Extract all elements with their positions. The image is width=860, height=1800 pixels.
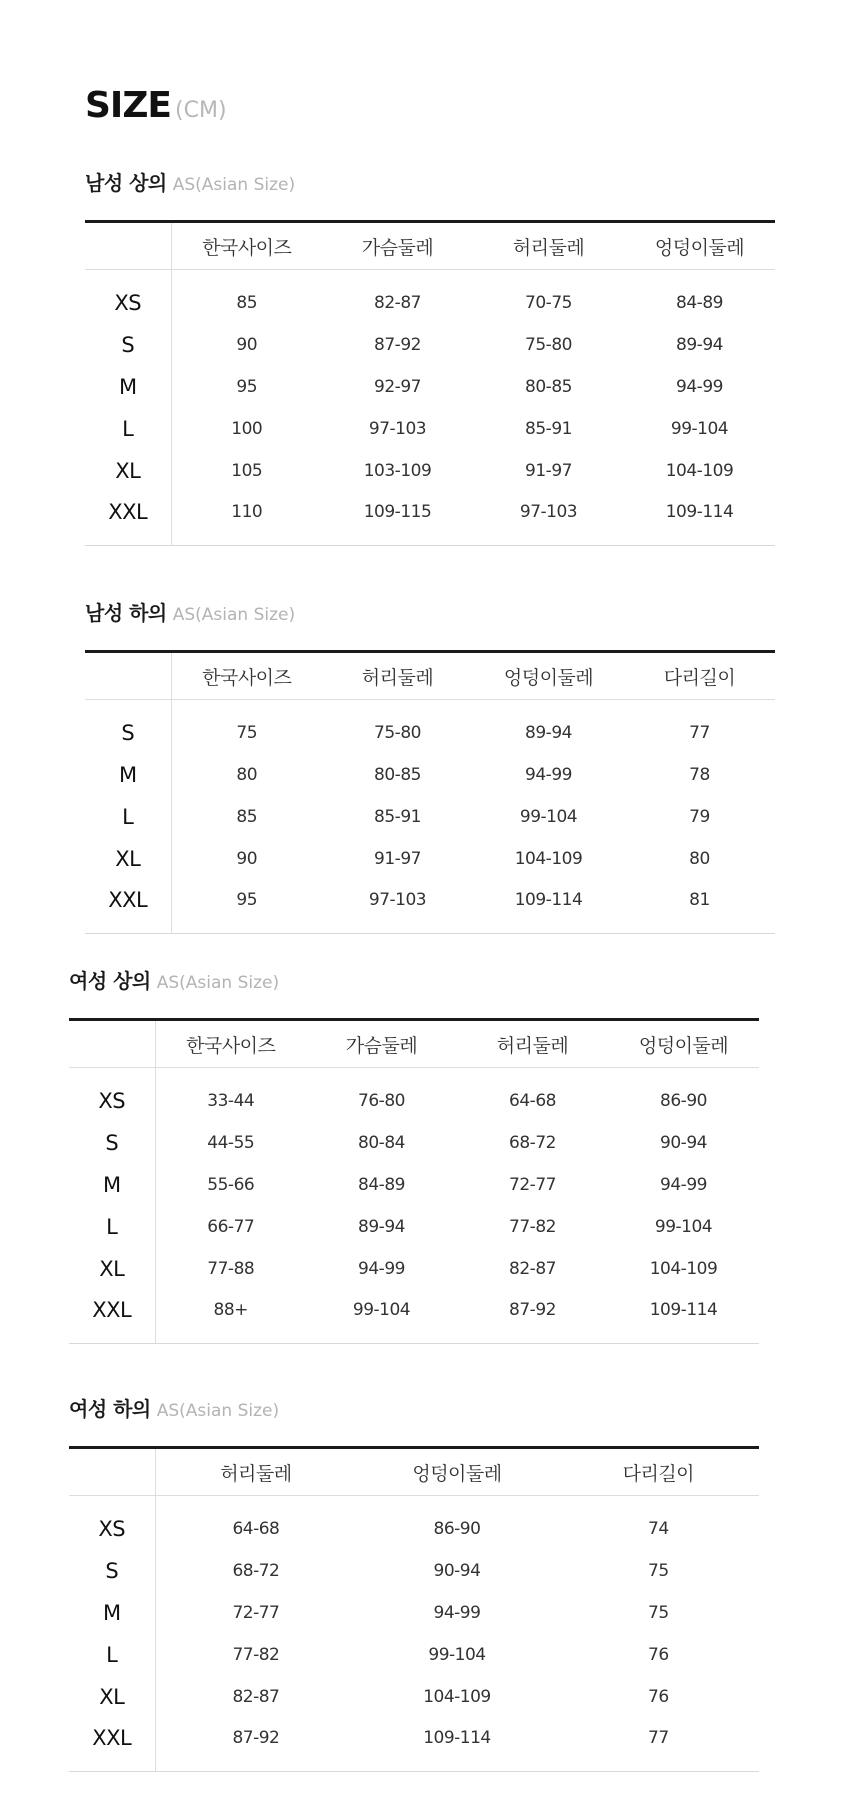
measurement-cell: 76-80 [358, 1090, 405, 1111]
measurement-cell: 75 [648, 1602, 669, 1623]
measurement-cell: 76 [648, 1686, 669, 1707]
table-corner-cell [85, 222, 171, 270]
measurement-cell: 86-90 [660, 1090, 707, 1111]
table-row [85, 408, 775, 450]
measurement-cell: 64-68 [509, 1090, 556, 1111]
table-corner-cell [69, 1020, 155, 1068]
measurement-cell: 104-109 [649, 1258, 718, 1279]
measurement-cell: 99-104 [428, 1644, 486, 1665]
table-row [85, 324, 775, 366]
table-row [69, 1164, 759, 1206]
measurement-cell: 80-84 [358, 1132, 405, 1153]
table-header-row [85, 222, 775, 270]
measurement-cell: 74 [648, 1518, 669, 1539]
table-corner-cell [85, 652, 171, 700]
section-title [85, 598, 295, 628]
measurement-cell: 109-114 [423, 1728, 491, 1749]
measurement-cell: 85 [236, 292, 258, 313]
measurement-cell: 97-103 [368, 418, 427, 439]
column-header: 허리둘레 [473, 222, 624, 270]
table-row [69, 1290, 759, 1344]
measurement-cell: 90 [236, 334, 258, 355]
column-header: 허리둘레 [457, 1020, 608, 1068]
measurement-cell: 104-109 [665, 460, 734, 481]
table-row [85, 880, 775, 934]
table-row [85, 838, 775, 880]
table-row [85, 366, 775, 408]
size-label: L [85, 796, 171, 838]
measurement-cell: 64-68 [232, 1518, 280, 1539]
table-header-row [69, 1448, 759, 1496]
page-title [85, 84, 227, 133]
size-table [69, 1446, 759, 1772]
table-row [69, 1206, 759, 1248]
measurement-cell: 87-92 [509, 1300, 556, 1321]
measurement-cell: 82-87 [509, 1258, 556, 1279]
measurement-cell: 89-94 [358, 1216, 405, 1237]
measurement-cell: 75-80 [525, 334, 572, 355]
table-row [69, 1496, 759, 1550]
column-header: 가슴둘레 [322, 222, 473, 270]
section-title [69, 966, 279, 996]
column-header: 엉덩이둘레 [624, 222, 775, 270]
size-label: XL [69, 1676, 155, 1718]
table-row [85, 754, 775, 796]
measurement-cell: 72-77 [232, 1602, 280, 1623]
measurement-cell: 109-114 [665, 502, 734, 523]
column-header: 엉덩이둘레 [356, 1448, 557, 1496]
column-header: 허리둘레 [322, 652, 473, 700]
measurement-cell: 85 [236, 806, 258, 827]
size-label: L [69, 1634, 155, 1676]
measurement-cell: 89-94 [676, 334, 723, 355]
size-label: M [85, 754, 171, 796]
measurement-cell: 85-91 [525, 418, 572, 439]
column-header: 허리둘레 [155, 1448, 356, 1496]
measurement-cell: 94-99 [525, 764, 572, 785]
measurement-cell: 84-89 [358, 1174, 405, 1195]
measurement-cell: 99-104 [670, 418, 729, 439]
section-title-text: 여성 상의 [69, 969, 151, 993]
size-table [85, 220, 775, 546]
size-label: S [85, 700, 171, 754]
measurement-cell: 99-104 [352, 1300, 411, 1321]
table-header-row [85, 652, 775, 700]
table-row [69, 1676, 759, 1718]
size-label: XS [69, 1496, 155, 1550]
column-header: 엉덩이둘레 [473, 652, 624, 700]
size-label: XXL [85, 880, 171, 934]
measurement-cell: 84-89 [676, 292, 723, 313]
size-label: M [69, 1164, 155, 1206]
measurement-cell: 66-77 [207, 1216, 255, 1237]
table-row [69, 1248, 759, 1290]
size-label: S [85, 324, 171, 366]
table-row [69, 1718, 759, 1772]
measurement-cell: 72-77 [509, 1174, 556, 1195]
measurement-cell: 80-85 [525, 376, 572, 397]
table-header-row [69, 1020, 759, 1068]
measurement-cell: 92-97 [374, 376, 421, 397]
size-label: XL [85, 838, 171, 880]
size-label: XXL [69, 1290, 155, 1344]
measurement-cell: 81 [689, 890, 710, 911]
measurement-cell: 85-91 [374, 806, 421, 827]
section-title-text: 여성 하의 [69, 1397, 151, 1421]
table-corner-cell [69, 1448, 155, 1496]
measurement-cell: 33-44 [207, 1090, 255, 1111]
section-subtitle: AS(Asian Size) [156, 973, 280, 993]
measurement-cell: 77 [689, 722, 710, 743]
column-header: 한국사이즈 [171, 652, 322, 700]
column-header: 다리길이 [624, 652, 775, 700]
size-label: XXL [69, 1718, 155, 1772]
measurement-cell: 80-85 [374, 764, 421, 785]
size-table [85, 650, 775, 934]
measurement-cell: 70-75 [525, 292, 572, 313]
measurement-cell: 109-114 [514, 890, 583, 911]
size-label: L [85, 408, 171, 450]
measurement-cell: 76 [648, 1644, 669, 1665]
measurement-cell: 87-92 [374, 334, 421, 355]
measurement-cell: 94-99 [676, 376, 723, 397]
measurement-cell: 109-114 [649, 1300, 718, 1321]
section-title-text: 남성 상의 [85, 171, 167, 195]
column-header: 다리길이 [558, 1448, 759, 1496]
measurement-cell: 75 [648, 1560, 669, 1581]
measurement-cell: 94-99 [660, 1174, 707, 1195]
measurement-cell: 95 [236, 376, 258, 397]
table-row [85, 270, 775, 324]
measurement-cell: 88+ [213, 1300, 248, 1321]
measurement-cell: 77-82 [232, 1644, 280, 1665]
measurement-cell: 104-109 [423, 1686, 491, 1707]
column-header: 엉덩이둘레 [608, 1020, 759, 1068]
measurement-cell: 97-103 [519, 502, 578, 523]
measurement-cell: 44-55 [207, 1132, 255, 1153]
measurement-cell: 105 [231, 460, 263, 481]
measurement-cell: 99-104 [519, 806, 578, 827]
measurement-cell: 77-88 [207, 1258, 255, 1279]
size-table [69, 1018, 759, 1344]
page-title-unit: (CM) [175, 98, 227, 123]
size-label: M [69, 1592, 155, 1634]
page-title-text: SIZE [85, 85, 172, 126]
table-row [85, 796, 775, 838]
measurement-cell: 82-87 [374, 292, 421, 313]
size-label: XS [85, 270, 171, 324]
size-label: XL [85, 450, 171, 492]
section-title-text: 남성 하의 [85, 601, 167, 625]
table-row [85, 700, 775, 754]
measurement-cell: 68-72 [509, 1132, 556, 1153]
measurement-cell: 77 [648, 1728, 669, 1749]
measurement-cell: 97-103 [368, 890, 427, 911]
column-header: 한국사이즈 [155, 1020, 306, 1068]
table-row [69, 1122, 759, 1164]
measurement-cell: 75 [236, 722, 258, 743]
section-title [85, 168, 295, 198]
measurement-cell: 79 [689, 806, 710, 827]
measurement-cell: 80 [689, 848, 710, 869]
measurement-cell: 90 [236, 848, 258, 869]
measurement-cell: 103-109 [363, 460, 432, 481]
table-row [85, 492, 775, 546]
measurement-cell: 90-94 [433, 1560, 481, 1581]
size-label: S [69, 1550, 155, 1592]
measurement-cell: 104-109 [514, 848, 583, 869]
measurement-cell: 87-92 [232, 1728, 280, 1749]
column-header: 가슴둘레 [306, 1020, 457, 1068]
section-subtitle: AS(Asian Size) [172, 175, 296, 195]
measurement-cell: 75-80 [374, 722, 421, 743]
size-label: M [85, 366, 171, 408]
measurement-cell: 68-72 [232, 1560, 280, 1581]
section-subtitle: AS(Asian Size) [172, 605, 296, 625]
measurement-cell: 100 [231, 418, 263, 439]
measurement-cell: 55-66 [207, 1174, 255, 1195]
measurement-cell: 94-99 [433, 1602, 481, 1623]
measurement-cell: 90-94 [660, 1132, 707, 1153]
measurement-cell: 91-97 [374, 848, 421, 869]
section-subtitle: AS(Asian Size) [156, 1401, 280, 1421]
measurement-cell: 80 [236, 764, 258, 785]
table-row [85, 450, 775, 492]
measurement-cell: 109-115 [363, 502, 432, 523]
size-label: XS [69, 1068, 155, 1122]
measurement-cell: 77-82 [509, 1216, 556, 1237]
measurement-cell: 110 [231, 502, 263, 523]
size-label: L [69, 1206, 155, 1248]
measurement-cell: 95 [236, 890, 258, 911]
section-title [69, 1394, 279, 1424]
table-row [69, 1068, 759, 1122]
measurement-cell: 82-87 [232, 1686, 280, 1707]
measurement-cell: 99-104 [654, 1216, 713, 1237]
size-label: S [69, 1122, 155, 1164]
measurement-cell: 91-97 [525, 460, 572, 481]
measurement-cell: 89-94 [525, 722, 572, 743]
column-header: 한국사이즈 [171, 222, 322, 270]
measurement-cell: 86-90 [433, 1518, 481, 1539]
table-row [69, 1550, 759, 1592]
table-row [69, 1592, 759, 1634]
table-row [69, 1634, 759, 1676]
measurement-cell: 78 [689, 764, 710, 785]
size-label: XXL [85, 492, 171, 546]
measurement-cell: 94-99 [358, 1258, 405, 1279]
size-label: XL [69, 1248, 155, 1290]
